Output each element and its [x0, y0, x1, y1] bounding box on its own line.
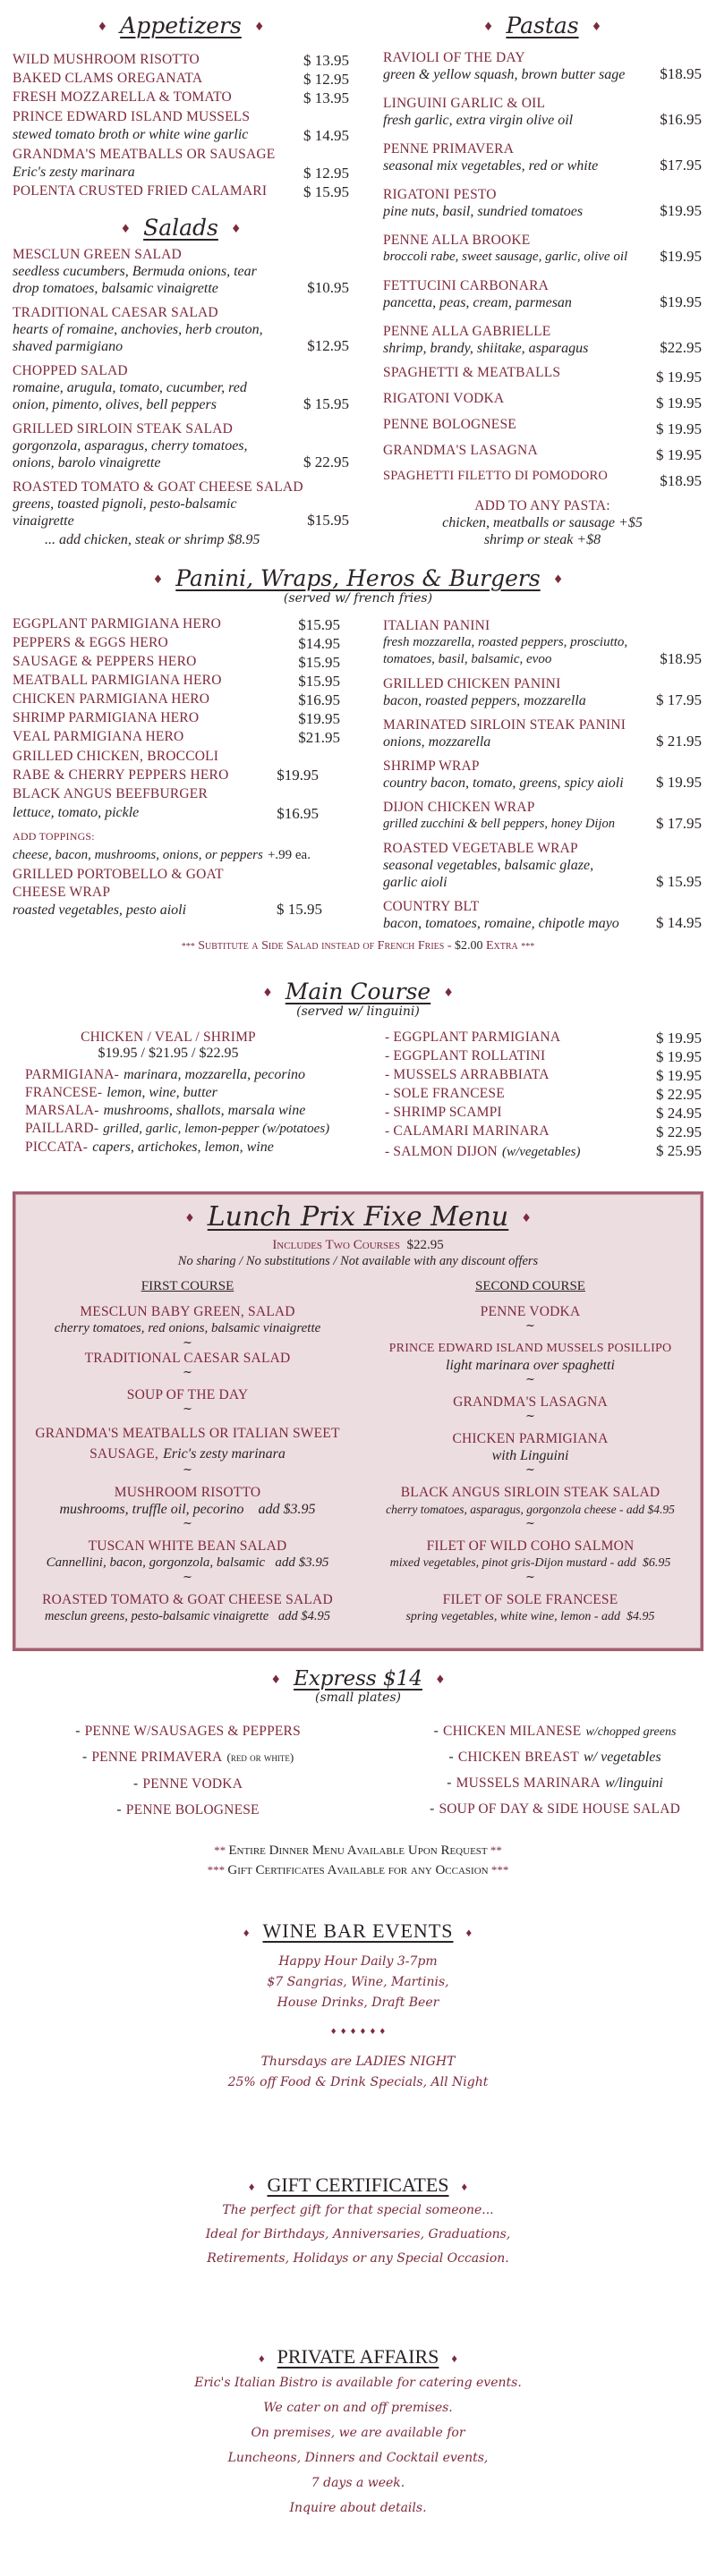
- menu-item-name: RIGATONI VODKA: [383, 391, 505, 406]
- menu-item-price: $21.95: [298, 729, 340, 746]
- menu-item-price: $ 15.95: [303, 395, 349, 412]
- course-item-name: FILET OF SOLE FRANCESE: [442, 1592, 618, 1607]
- course-item-name: SOUP OF THE DAY: [126, 1387, 249, 1402]
- menu-item-desc: gorgonzola, asparagus, cherry tomatoes, onions, barolo vinaigrette: [13, 438, 248, 470]
- private-line: We cater on and off premises.: [263, 2401, 453, 2415]
- menu-item-price: $ 22.95: [303, 453, 349, 470]
- menu-item-desc: Eric's zesty marinara: [13, 165, 135, 180]
- menu-item-price: $10.95: [307, 279, 349, 296]
- style-desc: mushrooms, shallots, marsala wine: [103, 1103, 306, 1118]
- ladies-night-line: 25% off Food & Drink Specials, All Night: [227, 2075, 489, 2089]
- menu-item-name: RIGATONI PESTO: [383, 187, 497, 202]
- express-item-note: w/ vegetables: [583, 1750, 661, 1765]
- panini-left-column: [13, 615, 340, 919]
- dinner-menu-notice: ** Entire Dinner Menu Available Upon Request **: [214, 1843, 502, 1858]
- menu-item-name: TRADITIONAL CAESAR SALAD: [13, 305, 218, 320]
- menu-item-name: LINGUINI GARLIC & OIL: [383, 96, 546, 111]
- gift-certificate-notice: *** Gift Certificates Available for any Occasion ***: [207, 1863, 509, 1877]
- menu-item-desc: shrimp, brandy, shiitake, asparagus: [383, 341, 589, 356]
- separator: ~: [183, 1336, 192, 1350]
- menu-item-price: $ 19.95: [656, 420, 702, 437]
- style-desc: marinara, mozzarella, pecorino: [124, 1067, 306, 1082]
- menu-item-name: VEAL PARMIGIANA HERO: [13, 729, 184, 744]
- style-name: PAILLARD-: [25, 1121, 99, 1136]
- express-item-note: w/chopped greens: [585, 1725, 677, 1739]
- diamond-icon: ♦: [97, 21, 108, 34]
- menu-item-name: MEATBALL PARMIGIANA HERO: [13, 673, 222, 688]
- menu-item-price: $14.95: [298, 635, 340, 652]
- salads-heading: [13, 215, 349, 241]
- menu-item-price: $19.95: [660, 248, 702, 265]
- diamond-icon: ♦: [451, 2351, 458, 2365]
- menu-item-price: $ 14.95: [303, 127, 349, 144]
- diamond-icon: ♦: [258, 2351, 265, 2365]
- menu-item-price: $ 17.95: [656, 691, 702, 708]
- pasta-addon-title: ADD TO ANY PASTA:: [474, 498, 610, 513]
- menu-item-name: FETTUCINI CARBONARA: [383, 278, 550, 293]
- panini-heading: [0, 565, 716, 591]
- separator: ~: [525, 1463, 535, 1477]
- menu-item-price: $19.95: [277, 767, 319, 784]
- course-item-name: MUSHROOM RISOTTO: [114, 1485, 261, 1500]
- gift-line: Retirements, Holidays or any Special Occasion.: [207, 2251, 509, 2266]
- menu-item-name: PEPPERS & EGGS HERO: [13, 635, 168, 650]
- happy-hour-line: $7 Sangrias, Wine, Martinis,: [267, 1975, 449, 1989]
- menu-item-desc: romaine, arugula, tomato, cucumber, red onion, pimento, olives, bell peppers: [13, 380, 247, 412]
- section-title: Express $14: [294, 1667, 422, 1690]
- menu-item-desc: roasted vegetables, pesto aioli: [13, 902, 187, 918]
- toppings-desc: cheese, bacon, mushrooms, onions, or peppers: [13, 848, 263, 862]
- gift-certificates-section: [0, 2174, 716, 2271]
- express-item-note: w/linguini: [604, 1775, 663, 1791]
- gift-line: The perfect gift for that special someone...: [222, 2203, 494, 2217]
- section-title: Appetizers: [120, 13, 242, 38]
- express-item-name: CHICKEN BREAST: [457, 1750, 579, 1765]
- menu-item-desc: hearts of romaine, anchovies, herb crouton, shaved parmigiano: [13, 322, 263, 354]
- menu-item-name: - SALMON DIJON: [385, 1144, 498, 1159]
- main-course-right: [385, 1029, 702, 1161]
- menu-item-desc: broccoli rabe, sweet sausage, garlic, olive oil: [383, 250, 628, 264]
- menu-item-price: $ 12.95: [303, 165, 349, 182]
- menu-item-name: GRILLED SIRLOIN STEAK SALAD: [13, 421, 234, 436]
- express-section: [0, 1667, 716, 1705]
- course-item-desc: light marinara over spaghetti: [446, 1358, 615, 1373]
- menu-item-name: GRILLED CHICKEN PANINI: [383, 676, 561, 691]
- gift-heading: [0, 2174, 716, 2197]
- menu-item-name: PENNE ALLA BROOKE: [383, 233, 531, 248]
- menu-item-price: $ 19.95: [656, 369, 702, 386]
- diamond-icon: ♦: [230, 223, 242, 236]
- menu-item-price: $ 13.95: [303, 52, 349, 69]
- separator: ~: [183, 1366, 192, 1379]
- diamond-icon: ♦: [253, 21, 265, 34]
- menu-item-price: $ 14.95: [656, 914, 702, 931]
- course-item-desc: mixed vegetables, pinot gris-Dijon mustard - add $6.95: [389, 1556, 671, 1570]
- menu-item-name: ROASTED VEGETABLE WRAP: [383, 841, 578, 856]
- menu-item-price: $ 19.95: [656, 774, 702, 791]
- menu-item-price: $15.95: [307, 512, 349, 529]
- menu-item-desc: bacon, roasted peppers, mozzarella: [383, 693, 586, 708]
- menu-item-desc: onions, mozzarella: [383, 734, 491, 750]
- menu-item-price: $12.95: [307, 337, 349, 354]
- course-item-desc: mushrooms, truffle oil, pecorino add $3.95: [59, 1502, 316, 1517]
- fries-substitution-note: *** Subtitute a Side Salad instead of French Fries - $2.00 Extra ***: [181, 939, 535, 953]
- course-item-name: CHICKEN PARMIGIANA: [452, 1431, 609, 1446]
- menu-item-price: $18.95: [660, 650, 702, 667]
- first-course-column: [15, 1279, 360, 1625]
- course-item-name: BLACK ANGUS SIRLOIN STEAK SALAD: [400, 1485, 661, 1500]
- menu-item-desc: seedless cucumbers, Bermuda onions, tear drop tomatoes, balsamic vinaigrette: [13, 264, 257, 296]
- section-title: Panini, Wraps, Heros & Burgers: [175, 565, 541, 591]
- private-affairs-section: [0, 2345, 716, 2521]
- diamond-icon: ♦: [443, 987, 454, 1000]
- menu-item-price: $17.95: [660, 157, 702, 174]
- diamond-icon: ♦: [465, 1925, 473, 1939]
- menu-item-name: GRANDMA'S MEATBALLS OR SAUSAGE: [13, 147, 276, 162]
- panini-subtitle: (served w/ french fries): [283, 591, 433, 606]
- menu-item-price: $19.95: [660, 202, 702, 219]
- express-item-name: PENNE VODKA: [142, 1776, 243, 1792]
- menu-item-price: $ 22.95: [656, 1123, 702, 1140]
- separator: ~: [525, 1373, 535, 1386]
- style-name: PARMIGIANA-: [25, 1067, 119, 1082]
- menu-item-price: $18.95: [660, 472, 702, 489]
- express-left: - PENNE W/SAUSAGES & PEPPERS - PENNE PRIMAVERA (red or white) - PENNE VODKA - PENNE BOLOGNESE: [75, 1722, 301, 1818]
- salads-section: [13, 215, 349, 548]
- pastas-heading: [383, 13, 702, 38]
- menu-item-name: BLACK ANGUS BEEFBURGER: [13, 786, 208, 801]
- menu-item-price: $ 15.95: [303, 183, 349, 200]
- section-title: Main Course: [285, 979, 431, 1004]
- menu-item-name: DIJON CHICKEN WRAP: [383, 800, 535, 815]
- menu-item-name: - SOLE FRANCESE: [385, 1086, 505, 1101]
- menu-item-price: $19.95: [660, 293, 702, 310]
- diamond-icon: ♦: [152, 573, 164, 587]
- course-item-desc: Eric's zesty marinara: [163, 1446, 286, 1462]
- course-item-desc: Cannellini, bacon, gorgonzola, balsamic add $3.95: [46, 1555, 329, 1570]
- menu-item-desc: country bacon, tomato, greens, spicy aioli: [383, 775, 624, 791]
- express-item-name: CHICKEN MILANESE: [443, 1724, 582, 1739]
- express-item-name: PENNE BOLOGNESE: [125, 1802, 260, 1818]
- diamond-icon: ♦: [120, 223, 132, 236]
- separator: ~: [183, 1517, 192, 1530]
- menu-item-name: CHOPPED SALAD: [13, 363, 128, 378]
- diamond-icon: ♦: [591, 21, 602, 34]
- course-item-desc: cherry tomatoes, asparagus, gorgonzola cheese - add $4.95: [386, 1503, 675, 1516]
- menu-item-name: PENNE PRIMAVERA: [383, 141, 515, 157]
- section-title: GIFT CERTIFICATES: [267, 2174, 449, 2196]
- menu-item-price: $ 13.95: [303, 89, 349, 106]
- separator: ~: [525, 1571, 535, 1584]
- course-item-desc: cherry tomatoes, red onions, balsamic vinaigrette: [54, 1321, 321, 1335]
- menu-item-name: - MUSSELS ARRABBIATA: [385, 1067, 550, 1082]
- second-course-column: [360, 1279, 701, 1625]
- menu-item-name: BAKED CLAMS OREGANATA: [13, 71, 203, 86]
- menu-item-price: $22.95: [660, 339, 702, 356]
- menu-item-price: $18.95: [660, 65, 702, 82]
- express-subtitle: (small plates): [314, 1690, 402, 1705]
- style-name: FRANCESE-: [25, 1085, 103, 1100]
- course-item-desc: with Linguini: [491, 1448, 569, 1463]
- menu-item-desc: bacon, tomatoes, romaine, chipotle mayo: [383, 916, 619, 931]
- panini-section: [0, 565, 716, 606]
- panini-right-column: [383, 617, 702, 932]
- separator: ~: [525, 1517, 535, 1530]
- menu-item-name: COUNTRY BLT: [383, 899, 480, 914]
- diamond-icon: ♦: [521, 1211, 532, 1225]
- diamond-icon: ♦: [434, 1673, 446, 1687]
- toppings-title: ADD TOPPINGS:: [13, 830, 95, 843]
- menu-item-name: SHRIMP PARMIGIANA HERO: [13, 710, 200, 725]
- menu-item-name: GRILLED PORTOBELLO & GOAT CHEESE WRAP: [13, 867, 224, 900]
- diamond-icon: ♦: [552, 573, 564, 587]
- menu-item-desc: greens, toasted pignoli, pesto-balsamic vinaigrette: [13, 496, 237, 529]
- style-name: MARSALA-: [25, 1103, 99, 1118]
- main-course-subtitle: (served w/ linguini): [296, 1004, 420, 1019]
- section-title: Lunch Prix Fixe Menu: [207, 1201, 509, 1233]
- style-desc: grilled, garlic, lemon-pepper (w/potatoes): [103, 1122, 330, 1136]
- menu-item-name: - SHRIMP SCAMPI: [385, 1105, 502, 1120]
- menu-item-price: $ 15.95: [656, 873, 702, 890]
- pastas-section: [383, 13, 702, 548]
- section-title: PRIVATE AFFAIRS: [277, 2345, 439, 2368]
- separator: ~: [525, 1410, 535, 1423]
- menu-item-desc: fresh mozzarella, roasted peppers, prosciutto, tomatoes, basil, balsamic, evoo: [383, 635, 628, 666]
- toppings-price: +.99 ea.: [267, 848, 311, 862]
- main-course-section: [0, 979, 716, 1019]
- diamond-icon: ♦: [270, 1673, 282, 1687]
- protein-prices: $19.95 / $21.95 / $22.95: [98, 1046, 239, 1061]
- express-right: - CHICKEN MILANESE w/chopped greens - CHICKEN BREAST w/ vegetables - MUSSELS MARINARA w/linguini - SOUP OF DAY & SIDE HOUSE SALAD: [429, 1722, 681, 1817]
- main-course-heading: [0, 979, 716, 1004]
- menu-item-price: $19.95: [298, 710, 340, 727]
- appetizers-heading: [13, 13, 349, 38]
- diamond-icon: ♦: [262, 987, 273, 1000]
- menu-item-desc: green & yellow squash, brown butter sage: [383, 67, 626, 82]
- menu-item-price: $ 25.95: [656, 1142, 702, 1159]
- menu-item-desc: fresh garlic, extra virgin olive oil: [383, 113, 574, 128]
- separator: ~: [183, 1463, 192, 1477]
- menu-item-price: $ 22.95: [656, 1086, 702, 1103]
- menu-item-price: $ 19.95: [656, 394, 702, 411]
- menu-item-name: GRILLED CHICKEN, BROCCOLI RABE & CHERRY PEPPERS HERO: [13, 749, 229, 783]
- private-heading: [0, 2345, 716, 2368]
- course-item-name: TRADITIONAL CAESAR SALAD: [84, 1351, 291, 1366]
- menu-item-name: ITALIAN PANINI: [383, 618, 490, 633]
- menu-item-name: PRINCE EDWARD ISLAND MUSSELS: [13, 109, 251, 124]
- menu-item-desc: lettuce, tomato, pickle: [13, 805, 140, 820]
- diamond-icon: ♦: [482, 21, 494, 34]
- menu-item-name: EGGPLANT PARMIGIANA HERO: [13, 616, 222, 631]
- menu-item-name: MESCLUN GREEN SALAD: [13, 247, 182, 262]
- separator: ~: [183, 1571, 192, 1584]
- prix-fixe-price-line: Includes Two Courses $22.95: [272, 1238, 444, 1252]
- menu-item-name: SHRIMP WRAP: [383, 758, 480, 774]
- private-line: Inquire about details.: [289, 2501, 427, 2515]
- menu-item-price: $16.95: [660, 111, 702, 128]
- course-item-desc: mesclun greens, pesto-balsamic vinaigrette add $4.95: [44, 1609, 331, 1623]
- course-item-name: ROASTED TOMATO & GOAT CHEESE SALAD: [42, 1592, 333, 1607]
- course-item-desc: spring vegetables, white wine, lemon - add $4.95: [405, 1610, 655, 1623]
- menu-item-name: MARINATED SIRLOIN STEAK PANINI: [383, 717, 626, 733]
- first-course-title: FIRST COURSE: [141, 1279, 234, 1293]
- menu-item-price: $ 19.95: [656, 1067, 702, 1084]
- menu-item-price: $ 19.95: [656, 1048, 702, 1065]
- diamond-icon: ♦: [184, 1211, 195, 1225]
- style-desc: capers, artichokes, lemon, wine: [92, 1140, 274, 1155]
- menu-item-price: $16.95: [277, 805, 319, 822]
- course-item-name: PENNE VODKA: [480, 1304, 581, 1319]
- menu-item-name: - EGGPLANT ROLLATINI: [385, 1048, 546, 1063]
- menu-item-price: $15.95: [298, 654, 340, 671]
- menu-item-name: SAUSAGE & PEPPERS HERO: [13, 654, 197, 669]
- protein-options: CHICKEN / VEAL / SHRIMP: [81, 1030, 256, 1045]
- diamond-icon: ♦: [248, 2179, 255, 2193]
- section-title: Salads: [143, 215, 218, 241]
- happy-hour-line: Happy Hour Daily 3-7pm: [278, 1954, 438, 1969]
- pasta-addon-line: chicken, meatballs or sausage +$5: [442, 515, 643, 530]
- menu-item-price: $ 17.95: [656, 815, 702, 832]
- salad-addon-note: ... add chicken, steak or shrimp $8.95: [45, 532, 260, 547]
- express-item-name: MUSSELS MARINARA: [456, 1775, 601, 1791]
- section-title: WINE BAR EVENTS: [262, 1919, 454, 1942]
- course-item-name: FILET OF WILD COHO SALMON: [426, 1538, 635, 1554]
- happy-hour-line: House Drinks, Draft Beer: [277, 1996, 439, 2010]
- appetizers-section: [13, 13, 349, 201]
- style-desc: lemon, wine, butter: [107, 1085, 217, 1100]
- course-item-name: TUSCAN WHITE BEAN SALAD: [88, 1538, 287, 1554]
- menu-item-name: FRESH MOZZARELLA & TOMATO: [13, 89, 232, 105]
- menu-item-name: PENNE BOLOGNESE: [383, 417, 516, 432]
- course-item-name: PRINCE EDWARD ISLAND MUSSELS POSILLIPO: [388, 1342, 672, 1355]
- private-line: Luncheons, Dinners and Cocktail events,: [227, 2451, 489, 2465]
- main-course-left: [25, 1029, 365, 1156]
- menu-item-price: $ 24.95: [656, 1105, 702, 1122]
- menu-item-name: SPAGHETTI & MEATBALLS: [383, 365, 561, 380]
- prix-fixe-heading: [15, 1201, 701, 1233]
- menu-item-name: POLENTA CRUSTED FRIED CALAMARI: [13, 183, 268, 199]
- private-line: Eric's Italian Bistro is available for catering events.: [194, 2376, 522, 2390]
- diamond-icon: ♦: [243, 1925, 251, 1939]
- menu-item-price: $ 15.95: [277, 901, 322, 918]
- menu-item-price: $ 19.95: [656, 446, 702, 463]
- menu-item-name: PENNE ALLA GABRIELLE: [383, 324, 551, 339]
- menu-item-price: $15.95: [298, 673, 340, 690]
- menu-item-name: RAVIOLI OF THE DAY: [383, 50, 525, 65]
- prix-fixe-rules: No sharing / No substitutions / Not available with any discount offers: [177, 1254, 539, 1268]
- menu-item-desc: seasonal mix vegetables, red or white: [383, 158, 599, 174]
- express-item-name: SOUP OF DAY & SIDE HOUSE SALAD: [439, 1801, 681, 1817]
- menu-item-note: (w/vegetables): [502, 1145, 581, 1159]
- diamond-divider-icon: ♦ ♦ ♦ ♦ ♦ ♦: [329, 2028, 387, 2037]
- wine-bar-heading: [0, 1919, 716, 1943]
- menu-item-name: ROASTED TOMATO & GOAT CHEESE SALAD: [13, 479, 303, 495]
- menu-item-desc: pine nuts, basil, sundried tomatoes: [383, 204, 584, 219]
- menu-item-name: SPAGHETTI FILETTO DI POMODORO: [383, 469, 609, 483]
- second-course-title: SECOND COURSE: [475, 1279, 585, 1293]
- menu-item-price: $ 19.95: [656, 1030, 702, 1046]
- express-item-name: PENNE W/SAUSAGES & PEPPERS: [84, 1724, 301, 1739]
- menu-item-desc: stewed tomato broth or white wine garlic: [13, 127, 249, 142]
- menu-item-price: $ 21.95: [656, 733, 702, 750]
- private-line: 7 days a week.: [311, 2476, 405, 2490]
- course-item-name: MESCLUN BABY GREEN, SALAD: [80, 1304, 295, 1319]
- pasta-addon-line: shrimp or steak +$8: [483, 532, 601, 547]
- style-name: PICCATA-: [25, 1140, 89, 1155]
- ladies-night-line: Thursdays are LADIES NIGHT: [260, 2055, 456, 2069]
- menu-item-name: WILD MUSHROOM RISOTTO: [13, 52, 200, 67]
- separator: ~: [525, 1319, 535, 1333]
- diamond-icon: ♦: [461, 2179, 468, 2193]
- menu-item-desc: grilled zucchini & bell peppers, honey Dijon: [383, 817, 615, 831]
- menu-item-name: - CALAMARI MARINARA: [385, 1123, 550, 1139]
- menu-item-name: CHICKEN PARMIGIANA HERO: [13, 691, 210, 707]
- course-item-name: GRANDMA'S LASAGNA: [453, 1394, 608, 1410]
- course-item-name: GRANDMA'S MEATBALLS OR ITALIAN SWEET SAUSAGE,: [35, 1426, 340, 1462]
- express-item-note: (red or white): [226, 1750, 294, 1764]
- separator: ~: [183, 1402, 192, 1416]
- menu-item-price: $ 12.95: [303, 71, 349, 88]
- wine-bar-section: [0, 1919, 716, 2093]
- menu-item-desc: pancetta, peas, cream, parmesan: [383, 295, 572, 310]
- menu-item-desc: seasonal vegetables, balsamic glaze, garlic aioli: [383, 858, 594, 890]
- express-item-name: PENNE PRIMAVERA: [91, 1750, 223, 1765]
- menu-item-price: $15.95: [298, 616, 340, 633]
- section-title: Pastas: [506, 13, 579, 38]
- lunch-prix-fixe-box: [13, 1191, 703, 1651]
- menu-item-name: - EGGPLANT PARMIGIANA: [385, 1030, 561, 1045]
- express-heading: [0, 1667, 716, 1690]
- menu-item-name: GRANDMA'S LASAGNA: [383, 443, 538, 458]
- notices: [0, 1841, 716, 1880]
- menu-item-price: $16.95: [298, 691, 340, 708]
- private-line: On premises, we are available for: [251, 2426, 465, 2440]
- gift-line: Ideal for Birthdays, Anniversaries, Graduations,: [205, 2227, 511, 2241]
